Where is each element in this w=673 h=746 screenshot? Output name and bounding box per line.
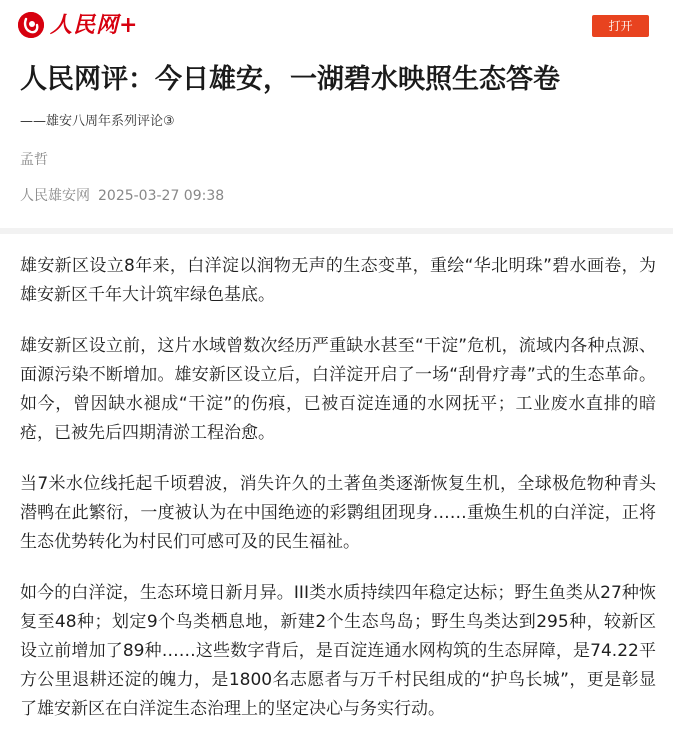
article-paragraph: 当7米水位线托起千顷碧波，消失许久的土著鱼类逐渐恢复生机，全球极危物种青头潜鸭在此繁衍，一度被认为在中国绝迹的彩鹮组团现身……重焕生机的白洋淀，正将生态优势转化为村民们可感可及的民生福祉。 xyxy=(20,474,656,552)
section-divider xyxy=(0,228,673,234)
article-paragraph: 雄安新区设立8年来，白洋淀以润物无声的生态变革，重绘“华北明珠”碧水画卷，为雄安新区千年大计筑牢绿色基底。 xyxy=(20,256,656,305)
article-source[interactable]: 人民雄安网 xyxy=(20,188,90,204)
article-author: 孟哲 xyxy=(20,152,48,168)
article-body xyxy=(20,252,656,746)
article-subtitle: ——雄安八周年系列评论③ xyxy=(20,114,175,129)
article-meta xyxy=(20,186,224,206)
article-paragraph: 雄安新区设立前，这片水域曾数次经历严重缺水甚至“干淀”危机，流域内各种点源、面源污染不断增加。雄安新区设立后，白洋淀开启了一场“刮骨疗毒”式的生态革命。如今，曾因缺水褪成“干淀”的伤痕，已被百淀连通的水网抚平；工业废水直排的暗疮，已被先后四期清淤工程治愈。 xyxy=(20,336,656,443)
article-paragraph: 如今的白洋淀，生态环境日新月异。III类水质持续四年稳定达标；野生鱼类从27种恢复至48种；划定9个鸟类栖息地，新建2个生态鸟岛；野生鸟类达到295种，较新区设立前增加了89种……这些数字背后，是百淀连通水网构筑的生态屏障，是74.22平方公里退耕还淀的魄力，是1800名志愿者与万千村民组成的“护鸟长城”，更是彰显了雄安新区在白洋淀生态治理上的坚定决心与务实行动。 xyxy=(20,583,656,719)
article-time: 2025-03-27 09:38 xyxy=(98,188,225,204)
open-app-button[interactable]: 打开 xyxy=(592,15,649,37)
app-logo-text[interactable]: 人民网+ xyxy=(50,12,139,38)
article-title: 人民网评：今日雄安，一湖碧水映照生态答卷 xyxy=(20,64,560,95)
people-daily-logo-icon[interactable] xyxy=(18,12,44,38)
top-bar xyxy=(0,0,673,52)
